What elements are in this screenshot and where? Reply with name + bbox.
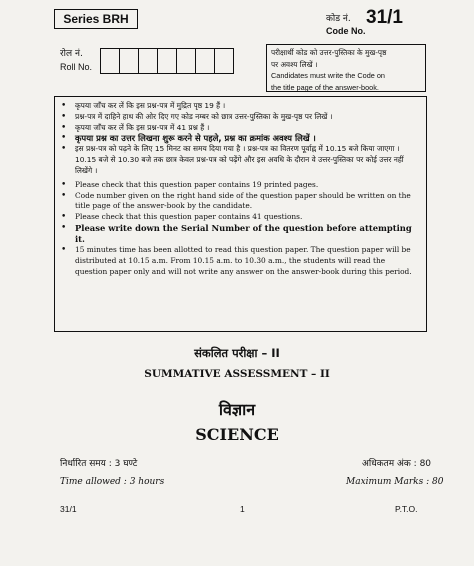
bullet-icon: • — [61, 190, 67, 201]
code-note-hindi-1: परीक्षार्थी कोड को उत्तर-पुस्तिका के मुख-पृष्ठ — [271, 48, 387, 57]
code-number: 31/1 — [366, 7, 403, 28]
code-label-hindi: कोड नं. — [326, 14, 351, 24]
pto-label: P.T.O. — [395, 504, 418, 514]
code-label-english: Code No. — [326, 26, 366, 36]
exam-title-hindi: संकलित परीक्षा – II — [194, 346, 280, 360]
time-allowed-english: Time allowed : 3 hours — [60, 477, 165, 487]
roll-box[interactable] — [138, 48, 158, 74]
roll-box[interactable] — [214, 48, 234, 74]
code-note-english-1: Candidates must write the Code on — [271, 71, 385, 80]
page-number: 1 — [240, 504, 245, 514]
bullet-icon: • — [61, 101, 67, 111]
footer-code: 31/1 — [60, 504, 77, 514]
roll-label-english: Roll No. — [60, 62, 93, 72]
subject-title-english: SCIENCE — [195, 425, 279, 444]
instruction-item: • इस प्रश्न-पत्र को पढ़ने के लिए 15 मिनट का समय दिया गया है । प्रश्न-पत्र का वितरण पूर्वाह्न में 10.15 बजे किया जाएगा । 10.15 बजे से 10.30 बजे तक छात्र केवल प्रश्न-पत्र को पढ़ेंगे और इस अवधि के दौरान वे उत्तर-पुस्तिका पर कोई उत्तर नहीं लिखेंगे । — [61, 144, 404, 175]
roll-box[interactable] — [195, 48, 215, 74]
code-note-hindi-2: पर अवश्य लिखें । — [271, 59, 318, 69]
bullet-icon: • — [61, 244, 67, 255]
max-marks-hindi: अधिकतम अंक : 80 — [362, 459, 432, 469]
bullet-icon: • — [61, 133, 67, 144]
series-label: Series BRH — [54, 9, 138, 29]
instruction-item: • Code number given on the right hand side of the question paper should be written on the title page of the answer-book by the candidate. — [61, 190, 411, 211]
bullet-icon: • — [61, 222, 67, 233]
instruction-item: • Please write down the Serial Number of the question before attempting it. — [61, 222, 412, 244]
roll-label-hindi: रोल नं. — [60, 49, 83, 59]
time-allowed-hindi: निर्धारित समय : 3 घण्टे — [60, 459, 138, 469]
code-instruction-box — [266, 44, 426, 92]
roll-number-boxes — [101, 48, 234, 74]
instruction-item: • 15 minutes time has been allotted to read this question paper. The question paper will be distributed at 10.15 a.m. From 10.15 a.m. to 10.30 a.m., the students will read the question paper only and will not write any answer on the answer-book during this period. — [61, 244, 412, 276]
subject-title-hindi: विज्ञान — [218, 400, 256, 419]
instruction-item: • कृपया जाँच कर लें कि इस प्रश्न-पत्र में 41 प्रश्न हैं । — [61, 122, 210, 133]
code-note-english-2: the title page of the answer-book. — [271, 82, 379, 92]
instruction-item: • Please check that this question paper contains 19 printed pages. — [61, 179, 319, 190]
bullet-icon: • — [61, 212, 67, 223]
instruction-item: • प्रश्न-पत्र में दाहिने हाथ की ओर दिए गए कोड नम्बर को छात्र उत्तर-पुस्तिका के मुख-पृष्ठ पर लिखें । — [61, 111, 333, 122]
roll-box[interactable] — [119, 48, 139, 74]
exam-title-english: SUMMATIVE ASSESSMENT – II — [144, 368, 330, 380]
bullet-icon: • — [61, 122, 67, 133]
max-marks-english: Maximum Marks : 80 — [346, 477, 444, 487]
roll-box[interactable] — [157, 48, 177, 74]
roll-box[interactable] — [100, 48, 120, 74]
roll-box[interactable] — [176, 48, 196, 74]
instruction-item: • Please check that this question paper contains 41 questions. — [61, 212, 303, 223]
instructions-box — [54, 96, 427, 332]
instruction-item: • कृपया जाँच कर लें कि इस प्रश्न-पत्र में मुद्रित पृष्ठ 19 हैं । — [61, 101, 226, 111]
bullet-icon: • — [61, 144, 67, 155]
bullet-icon: • — [61, 179, 67, 190]
instruction-item: • कृपया प्रश्न का उत्तर लिखना शुरू करने से पहले, प्रश्न का क्रमांक अवश्य लिखें । — [61, 133, 316, 144]
bullet-icon: • — [61, 111, 67, 122]
